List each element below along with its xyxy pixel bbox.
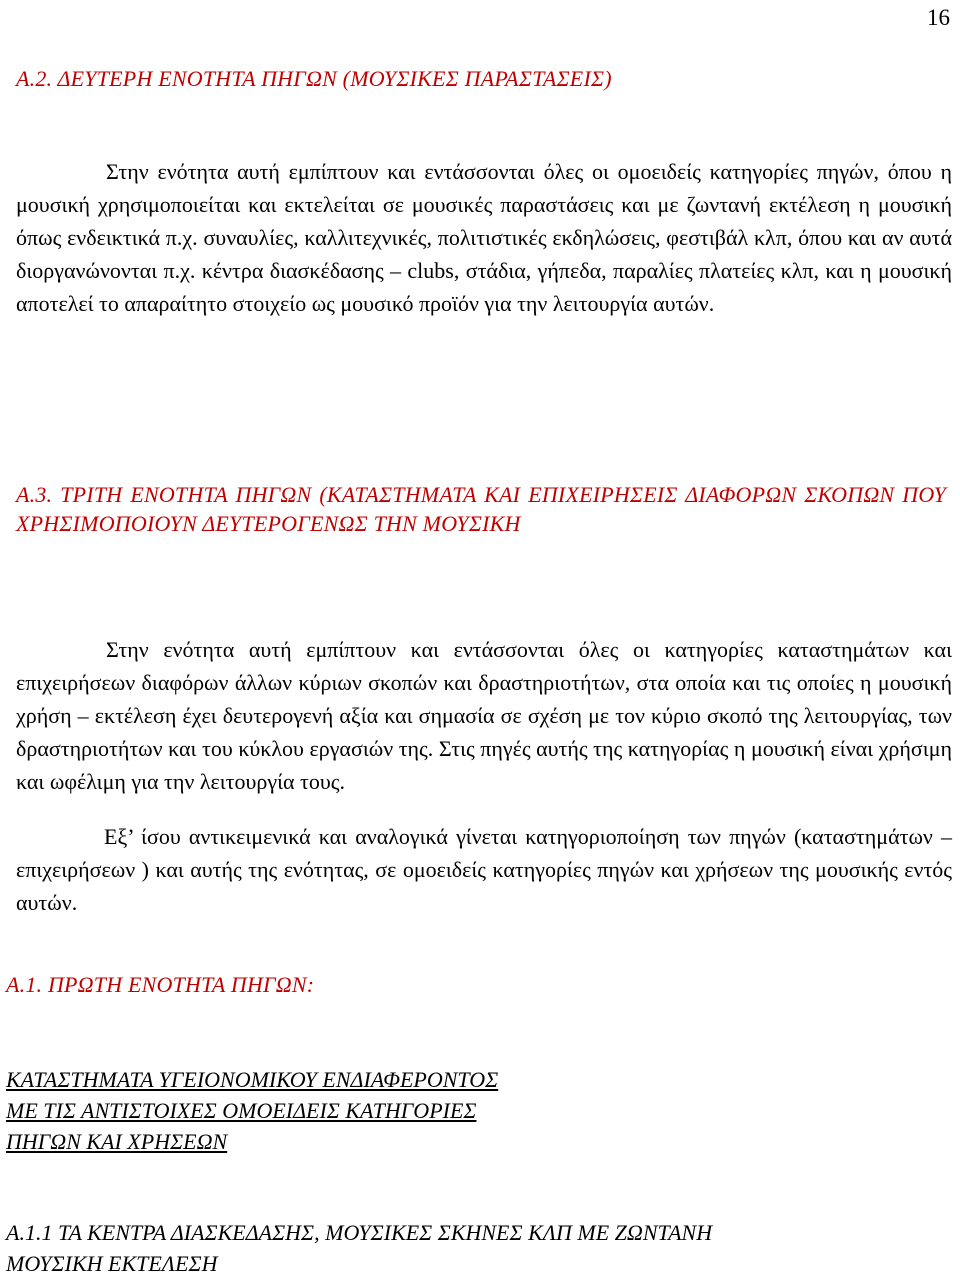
section-a1-subheading (6, 1064, 946, 1157)
section-a3-paragraph-2 (16, 820, 952, 919)
subsection-a11-heading-line-1: Α.1.1 ΤΑ ΚΕΝΤΡΑ ΔΙΑΣΚΕΔΑΣΗΣ, ΜΟΥΣΙΚΕΣ ΣΚΗΝΕΣ ΚΛΠ ΜΕ ΖΩΝΤΑΝΗ (6, 1220, 713, 1245)
subsection-a11-heading (6, 1217, 946, 1279)
subsection-a11-heading-line-2: ΜΟΥΣΙΚΗ ΕΚΤΕΛΕΣΗ (6, 1251, 218, 1276)
section-a3-heading: Α.3. ΤΡΙΤΗ ΕΝΟΤΗΤΑ ΠΗΓΩΝ (ΚΑΤΑΣΤΗΜΑΤΑ ΚΑΙ ΕΠΙΧΕΙΡΗΣΕΙΣ ΔΙΑΦΟΡΩΝ ΣΚΟΠΩΝ ΠΟΥ ΧΡΗΣΙΜΟΠΟΙΟΥΝ ΔΕΥΤΕΡΟΓΕΝΩΣ ΤΗΝ ΜΟΥΣΙΚΗ (16, 482, 946, 536)
section-a3-paragraph-1 (16, 633, 952, 798)
section-a2-paragraph-text: Στην ενότητα αυτή εμπίπτουν και εντάσσονται όλες οι ομοειδείς κατηγορίες πηγών, όπου η μουσική χρησιμοποιείται και εκτελείται σε μουσικές παραστάσεις και με ζωντανή εκτέλεση η μουσική όπως ενδεικτικά π.χ. συναυλίες, καλλιτεχνικές, πολιτιστικές εκδηλώσεις, φεστιβάλ κλπ, όπου και αν αυτά διοργανώνονται π.χ. κέντρα διασκέδασης – clubs, στάδια, γήπεδα, παραλίες πλατείες κλπ, και η μουσική αποτελεί το απαραίτητο στοιχείο ως μουσικό προϊόν για την λειτουργία αυτών. (16, 159, 952, 316)
subheading-line-1: ΚΑΤΑΣΤΗΜΑΤΑ ΥΓΕΙΟΝΟΜΙΚΟΥ ΕΝΔΙΑΦΕΡΟΝΤΟΣ (6, 1067, 499, 1092)
subheading-line-3: ΠΗΓΩΝ ΚΑΙ ΧΡΗΣΕΩΝ (6, 1129, 228, 1154)
section-a2-paragraph (16, 155, 952, 320)
section-a1-heading: Α.1. ΠΡΩΤΗ ΕΝΟΤΗΤΑ ΠΗΓΩΝ: (6, 972, 315, 997)
section-a3-paragraph-2-text: Εξ’ ίσου αντικειμενικά και αναλογικά γίνεται κατηγοριοποίηση των πηγών (καταστημάτων –επιχειρήσεων ) και αυτής της ενότητας, σε ομοειδείς κατηγορίες πηγών και χρήσεων της μουσικής εντός αυτών. (16, 824, 952, 915)
subheading-line-2: ΜΕ ΤΙΣ ΑΝΤΙΣΤΟΙΧΕΣ ΟΜΟΕΙΔΕΙΣ ΚΑΤΗΓΟΡΙΕΣ (6, 1098, 477, 1123)
section-a3-paragraph-1-text: Στην ενότητα αυτή εμπίπτουν και εντάσσονται όλες οι κατηγορίες καταστημάτων και επιχειρήσεων διαφόρων άλλων κύριων σκοπών και δραστηριοτήτων, στα οποία και τις οποίες η μουσική χρήση – εκτέλεση έχει δευτερογενή αξία και σημασία σε σχέση με τον κύριο σκοπό της λειτουργίας, των δραστηριοτήτων και του κύκλου εργασιών της. Στις πηγές αυτής της κατηγορίας η μουσική είναι χρήσιμη και ωφέλιμη για την λειτουργία τους. (16, 637, 952, 794)
page-number: 16 (927, 5, 950, 30)
section-a2-heading: Α.2. ΔΕΥΤΕΡΗ ΕΝΟΤΗΤΑ ΠΗΓΩΝ (ΜΟΥΣΙΚΕΣ ΠΑΡΑΣΤΑΣΕΙΣ) (16, 66, 612, 91)
